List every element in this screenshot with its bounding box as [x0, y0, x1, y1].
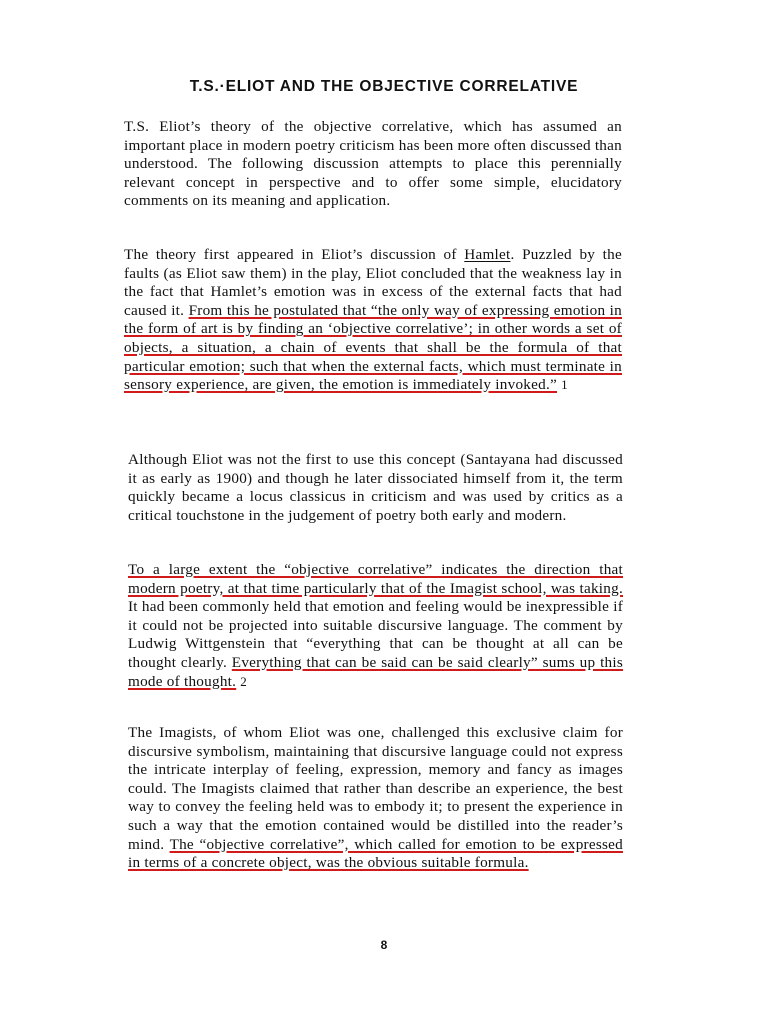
underlined-text: To a large extent the “objective correlative” indicates the direction that modern poetry, at that time particularly that of the Imagist school, was taking. [128, 561, 623, 597]
paragraph-history: Although Eliot was not the first to use this concept (Santayana had discussed it as early as 1900) and though he later dissociated himself from it, the term quickly became a locus classicus in criticism and was used by critics as a critical touchstone in the judgement of poetry both early and modern. [128, 451, 623, 524]
text-run: The theory first appeared in Eliot’s discussion of [124, 246, 465, 263]
footnote-mark-2: 2 [240, 673, 247, 689]
underlined-text: The “objective correlative”, which called for emotion to be expressed in terms of a concrete object, was the obvious suitable formula. [128, 835, 623, 872]
page-number: 8 [380, 938, 388, 952]
underlined-text: Everything that can be said can be said clearly” sums up this mode of thought. [128, 653, 624, 690]
paragraph-intro: T.S. Eliot’s theory of the objective correlative, which has assumed an important place in modern poetry criticism has been more often discussed than understood. The following discussion attempts to place this perennially relevant concept in perspective and to offer some simple, elucidatory comments on its meaning and application. [124, 118, 622, 210]
hamlet-title: Hamlet [464, 246, 511, 263]
text-run: The Imagists, of whom Eliot was one, challenged this exclusive claim for discursive symbolism, maintaining that discursive language could not express the intricate interplay of feeling, expression, memory and fancy as images could. The Imagists claimed that rather than describe an experience, the best way to convey the feeling held was to embody it; to present the experience in such a way that the emotion contained would be distilled into the reader’s mind. [128, 724, 623, 853]
page-title: T.S.·ELIOT AND THE OBJECTIVE CORRELATIVE [189, 78, 579, 95]
paragraph-imagist [128, 561, 623, 691]
paragraph-theory [124, 246, 622, 395]
text-run: . Puzzled by the faults (as Eliot saw them) in the play, Eliot concluded that the weakness lay in the fact that Hamlet’s emotion was in excess of the external facts that had caused it. [124, 246, 622, 319]
paragraph-conclusion [128, 724, 623, 873]
footnote-mark-1: 1 [561, 377, 568, 393]
underlined-quote: From this he postulated that “the only way of expressing emotion in the form of art is by finding an ‘objective correlative’; in other words a set of objects, a situation, a chain of events that shall be the formula of that particular emotion; such that when the external facts, which must terminate in sensory experience, are given, the emotion is immediately invoked.” [124, 301, 622, 394]
text-run: It had been commonly held that emotion and feeling would be inexpressible if it could not be projected into suitable discursive language. The comment by Ludwig Wittgenstein that “everything that can be thought at all can be thought clearly. [128, 598, 623, 671]
